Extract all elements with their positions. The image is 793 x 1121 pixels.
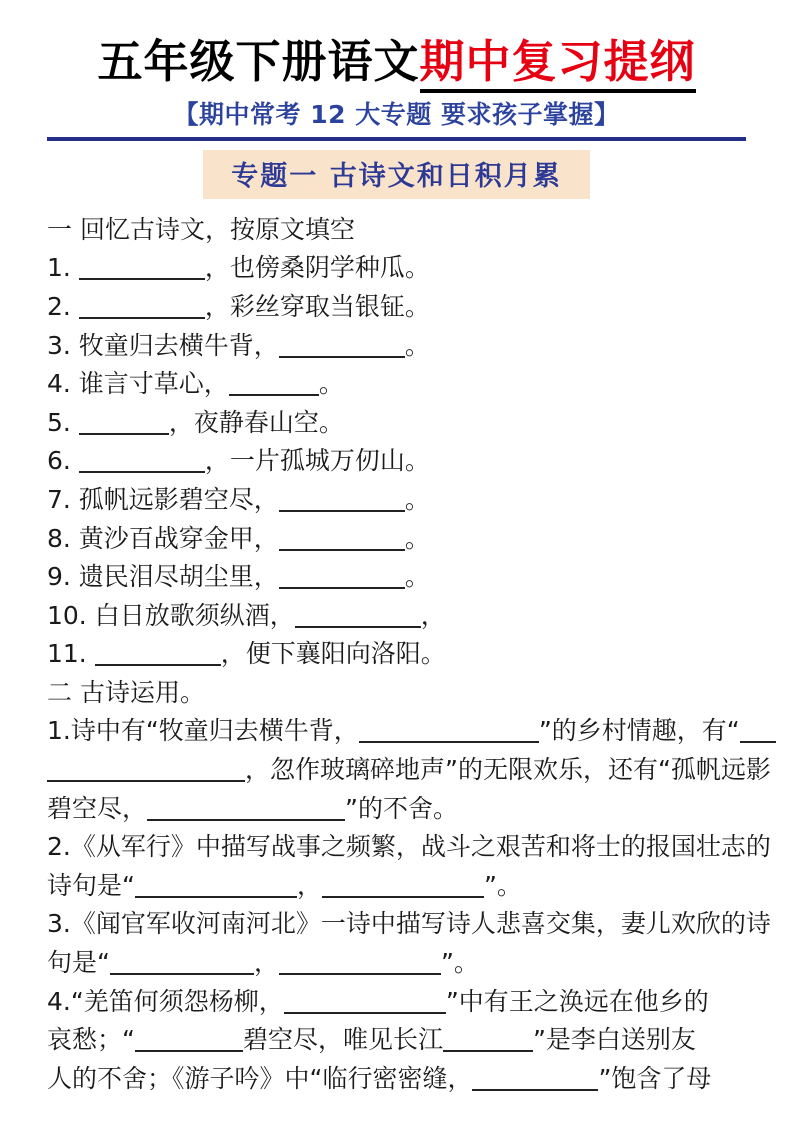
fill-blank	[135, 873, 297, 898]
fill-blank	[279, 564, 405, 589]
fill-blank	[95, 641, 221, 666]
fill-blank	[229, 371, 319, 396]
body-line: 1. ，也傍桑阴学种瓜。	[47, 253, 430, 283]
body-line: 二 古诗运用。	[47, 677, 205, 707]
body-line: 2. ，彩丝穿取当银钲。	[47, 291, 430, 321]
body-line: 句是“ ， ”。	[47, 948, 479, 978]
body-line: 碧空尽， ”的不舍。	[47, 793, 458, 823]
body-line: 诗句是“ ， ”。	[47, 870, 522, 900]
fill-blank	[135, 1027, 243, 1052]
section-heading: 专题一 古诗文和日积月累	[203, 150, 589, 199]
page-title	[47, 36, 746, 88]
section-heading-row	[47, 150, 746, 199]
body-line: 3.《闻官军收河南河北》一诗中描写诗人悲喜交集，妻儿欢欣的诗	[47, 909, 771, 939]
body-line: 人的不舍；《游子吟》中“临行密密缝， ”饱含了母	[47, 1063, 712, 1093]
blue-divider-line	[47, 137, 746, 141]
body-line: 哀愁；“ 碧空尽，唯见长江 ”是李白送别友	[47, 1025, 696, 1055]
title-black-part: 五年级下册语文	[97, 35, 420, 88]
fill-blank	[284, 989, 446, 1014]
fill-blank	[110, 950, 254, 975]
body-line: 4. 谁言寸草心， 。	[47, 369, 344, 399]
fill-blank	[279, 950, 441, 975]
body-line: 6. ，一片孤城万仞山。	[47, 446, 430, 476]
body-line: 2.《从军行》中描写战事之频繁，战斗之艰苦和将士的报国壮志的	[47, 832, 771, 862]
body-line: 3. 牧童归去横牛背， 。	[47, 330, 430, 360]
document-body	[47, 211, 771, 1099]
body-line: 7. 孤帆远影碧空尽， 。	[47, 484, 430, 514]
body-line: 10. 白日放歌须纵酒， ，	[47, 600, 446, 630]
body-line: 一 回忆古诗文，按原文填空	[47, 214, 355, 244]
body-line: 9. 遗民泪尽胡尘里， 。	[47, 562, 430, 592]
body-line: 1.诗中有“牧童归去横牛背， ”的乡村情趣，有“	[47, 712, 746, 751]
fill-blank	[443, 1027, 533, 1052]
fill-blank	[79, 255, 205, 280]
fill-blank	[79, 448, 205, 473]
fill-blank	[79, 410, 169, 435]
fill-blank	[79, 294, 205, 319]
body-line: 11. ，便下襄阳向洛阳。	[47, 639, 446, 669]
fill-blank	[359, 718, 539, 743]
body-line: 5. ，夜静春山空。	[47, 407, 344, 437]
fill-blank	[47, 757, 245, 782]
body-line: 4.“羌笛何须怨杨柳， ”中有王之涣远在他乡的	[47, 986, 709, 1016]
title-red-part: 期中复习提纲	[420, 35, 696, 93]
fill-blank	[472, 1066, 598, 1091]
fill-blank	[740, 718, 776, 743]
fill-blank	[322, 873, 484, 898]
fill-blank	[279, 487, 405, 512]
fill-blank	[279, 333, 405, 358]
fill-blank	[279, 526, 405, 551]
body-line: ，忽作玻璃碎地声”的无限欢乐，还有“孤帆远影	[47, 751, 746, 790]
fill-blank	[295, 603, 421, 628]
page-subtitle: 【期中常考 12 大专题 要求孩子掌握】	[173, 99, 620, 129]
body-line: 8. 黄沙百战穿金甲， 。	[47, 523, 430, 553]
fill-blank	[147, 796, 345, 821]
